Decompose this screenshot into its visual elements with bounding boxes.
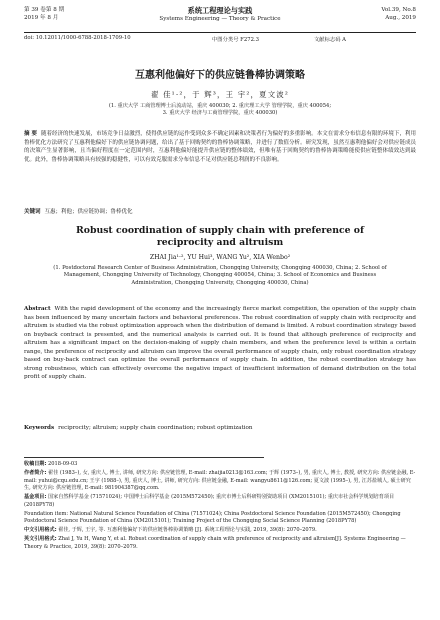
- header-volume-en: Vol.39, No.8: [381, 7, 416, 13]
- affiliation-en-line: Administration, Chongqing University, Chongqing 400030, China): [131, 279, 309, 286]
- header-journal-name: [24, 6, 416, 23]
- footnote-citation-en: [24, 536, 416, 551]
- footnote-citation-cn: [24, 527, 416, 535]
- header-date-cn: 2019 年 8 月: [24, 15, 59, 21]
- abstract-cn-label: 摘 要: [24, 131, 37, 137]
- affiliations-cn: [40, 103, 400, 118]
- affiliation-cn-line: 3. 重庆大学 经济与工商管理学院，重庆 400030): [162, 110, 278, 117]
- footnote-label: 作者简介:: [24, 470, 47, 477]
- keywords-cn-label: 关键词: [24, 209, 41, 215]
- footnote-author-bio: [24, 470, 416, 493]
- footnote-text: Zhai J, Yu H, Wang Y, et al. Robust coordination of supply chain with preference of reciprocity and altruism[J]. Systems Engineering — Theory & Practice, 2019, 39(8): 2070–2079.: [24, 536, 406, 550]
- abstract-en: [24, 305, 416, 382]
- footnote-rule: [24, 457, 264, 458]
- keywords-en-text: reciprocity; altruism; supply chain coordination; robust optimization: [58, 425, 253, 431]
- abstract-cn-text: 随着经济的快速发展，市场竞争日益激烈，使得供应链的运作受到众多不确定因素和决策者行为偏好的多重影响。本文在需求分布信息有限的环境下，利用鲁棒优化方法研究了互惠利他偏好下的供应链协调问题，给出了基于回购契约的鲁棒协调策略，并进行了数值分析。研究发现，虽然互惠利他偏好会对供应链成员的决策产生显著影响，且当偏好程度在一定范围内时，互惠利他偏好能提升供应链的整体绩效，但唯有基于回购契约的鲁棒协调策略能使供应链整体绩效达到最优。此外，鲁棒协调策略具有较强的稳健性，可以有效克服需求分布信息不足对供应链总利润的不良影响。: [24, 131, 416, 163]
- affiliation-cn-line: (1. 重庆大学 工商管理博士后流动站，重庆 400030; 2. 重庆理工大学 管理学院，重庆 400054;: [108, 103, 332, 109]
- footnote-text: 2018-09-03: [48, 461, 78, 467]
- abstract-en-text: With the rapid development of the economy and the increasingly fierce market competition, the operation of the supply chain has been influenced by many uncertain factors and behavioral preferences. The robust coordination of supply chain with reciprocity and altruism is studied via the robust optimization approach when the distribution of demand is limited. A robust coordination strategy based on buyback contract is presented, and the numerical analysis is carried out. It is found that although preference of reciprocity and altruism has a significant impact on the decision-making of supply chain members, and when the preference level is within a certain range, the preference of reciprocity and altruism can improve the overall performance of supply chain, only robust coordination strategy based on buy-back contract can optimize the overall performance of supply chain. In addition, the robust coordination strategy has strong robustness, which can effectively overcome the negative impact of insufficient information of demand distribution on the total profit of supply chain.: [24, 306, 416, 380]
- header-volume-info-en: [381, 6, 416, 22]
- journal-name-cn: 系统工程理论与实践: [187, 6, 253, 15]
- footnote-label: 中文引用格式:: [24, 527, 57, 534]
- affiliation-en-line: Management, Chongqing University of Technology, Chongqing 400054, China; 3. School of Economics and Business: [63, 272, 377, 279]
- footnote-label: 英文引用格式:: [24, 536, 57, 543]
- footnote-received: [24, 461, 416, 469]
- affiliation-en-line: (1. Postdoctoral Research Center of Business Administration, Chongqing University, Chongqing 400030, China; 2. School of: [53, 265, 387, 271]
- title-cn: 互惠利他偏好下的供应链鲁棒协调策略: [135, 70, 305, 81]
- footnote-label: 收稿日期:: [24, 461, 47, 467]
- header-rule: [24, 32, 416, 33]
- clc-number: 中图分类号 F272.3: [212, 37, 260, 43]
- footnotes: [24, 461, 416, 553]
- footnote-text: 国家自然科学基金 (71571024); 中国博士后科学基金 (2015M572450); 重庆市博士后科研特别资助项目 (XM2015101); 重庆市社会科学规划培育项目 (2018PY78): [24, 494, 395, 508]
- header-date-en: Aug., 2019: [385, 15, 416, 21]
- keywords-en: [24, 425, 416, 431]
- footnote-label: 基金项目:: [24, 494, 47, 501]
- journal-name-en: Systems Engineering — Theory & Practice: [159, 16, 281, 22]
- keywords-en-label: Keywords: [24, 425, 55, 431]
- header-volume-issue: 第 39 卷第 8 期: [24, 7, 65, 13]
- authors-cn: 翟 佳¹·²，于 辉³，王 宇²，夏文波²: [150, 90, 290, 99]
- footnote-funding-en: Foundation item: National Natural Science Foundation of China (71571024); China Postdoctoral Science Foundation (2015M572450); Chongqing Postdoctoral Science Foundation of China (XM2015101); Training Project of the Chongqing Social Science Planning (2018PY78): [24, 510, 401, 525]
- title-en-line: Robust coordination of supply chain with preference of: [76, 225, 364, 236]
- authors-en: ZHAI Jia¹·², YU Hui³, WANG Yu², XIA Wenbo²: [149, 254, 291, 261]
- abstract-cn: [24, 130, 416, 164]
- footnote-text: 翟佳 (1983–), 女, 重庆人, 博士, 讲师, 研究方向: 供应链管理, E-mail: zhaijia0213@163.com; 于辉 (1973–), 男, 重庆人, 博士, 教授, 研究方向: 供应链金融, E-mail: yuhui@cqu.edu.cn; 王宇 (1988–), 男, 重庆人, 博士, 讲师, 研究方向: 供应链金融, E-mail: wangyu8611@126.com; 夏文波 (1995–), 男, 江苏盐城人, 硕士研究生, 研究方向: 供应链管理, E-mail: 981904387@qq.com.: [24, 470, 416, 492]
- footnote-funding: [24, 494, 416, 509]
- affiliations-en: [30, 265, 410, 287]
- title-en: [24, 225, 416, 248]
- keywords-cn: [24, 207, 416, 215]
- keywords-cn-text: 互惠；利他；供应链协调；鲁棒优化: [44, 209, 133, 215]
- footnote-text: 翟佳, 于辉, 王宇, 等. 互惠利他偏好下的供应链鲁棒协调策略 [J]. 系统工程理论与实践, 2019, 39(8): 2070–2079.: [58, 527, 317, 534]
- title-en-line: reciprocity and altruism: [156, 236, 284, 248]
- document-code: 文献标志码 A: [314, 37, 346, 43]
- abstract-en-label: Abstract: [24, 306, 51, 312]
- doi: doi: 10.12011/1000-6788-2018-1709-10: [24, 35, 131, 41]
- running-header: [24, 6, 416, 30]
- article-meta: [24, 35, 416, 43]
